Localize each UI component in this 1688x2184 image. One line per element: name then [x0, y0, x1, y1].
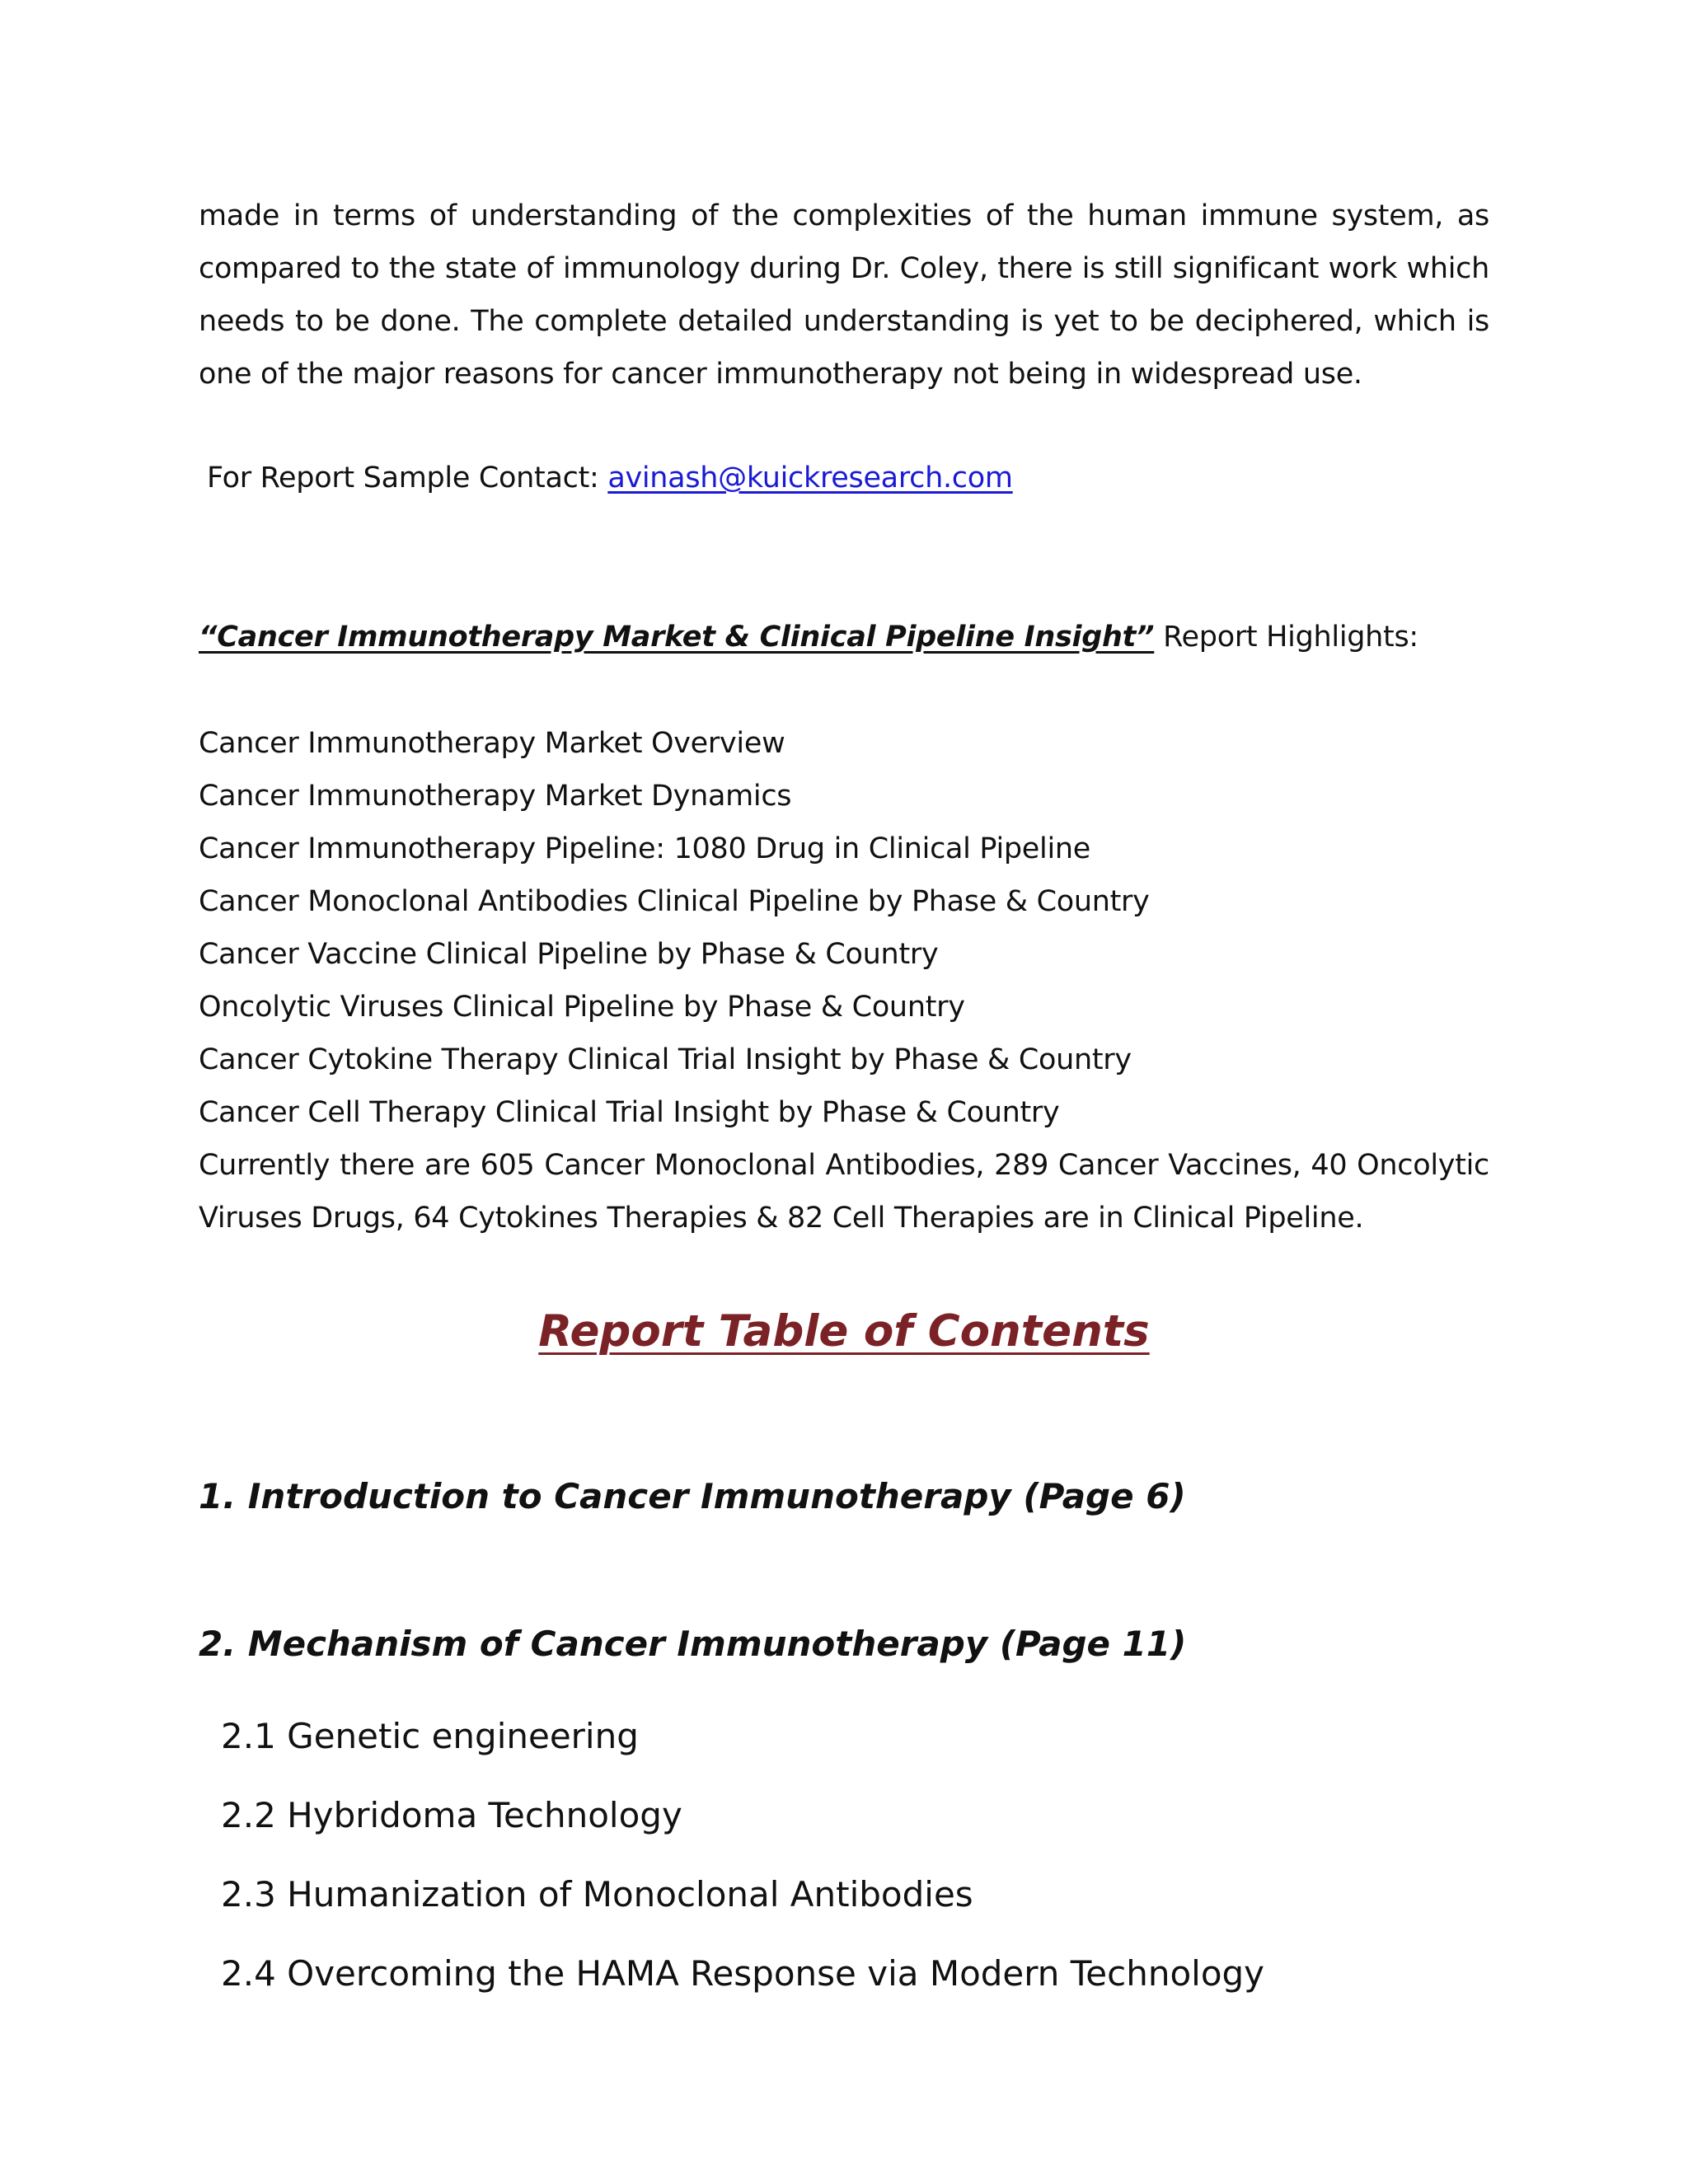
list-item: Cancer Monoclonal Antibodies Clinical Pipeline by Phase & Country: [199, 885, 1150, 918]
list-item: Cancer Vaccine Clinical Pipeline by Phase & Country: [199, 938, 939, 971]
report-name: “Cancer Immunotherapy Market & Clinical Pipeline Insight”: [199, 621, 1155, 654]
toc-subsection-list: [221, 1697, 1264, 2013]
toc-subsection: 2.4 Overcoming the HAMA Response via Modern Technology: [221, 1953, 1265, 1994]
toc-subsection: 2.2 Hybridoma Technology: [221, 1795, 682, 1835]
toc-section-1: 1. Introduction to Cancer Immunotherapy (Page 6): [199, 1476, 1186, 1516]
pipeline-summary: Currently there are 605 Cancer Monoclonal Antibodies, 289 Cancer Vaccines, 40 Oncolytic Viruses Drugs, 64 Cytokines Therapies & 82 Cell Therapies are in Clinical Pipeline.: [199, 1149, 1489, 1235]
highlights-list: [199, 717, 1489, 1139]
toc-title: [0, 1299, 1688, 1365]
contact-line: [207, 452, 1498, 504]
highlights-heading: [199, 611, 1489, 663]
toc-title-text: Report Table of Contents: [538, 1306, 1150, 1357]
list-item: Oncolytic Viruses Clinical Pipeline by Phase & Country: [199, 991, 965, 1024]
contact-email-link[interactable]: avinash@kuickresearch.com: [607, 462, 1013, 494]
list-item: Cancer Cytokine Therapy Clinical Trial Insight by Phase & Country: [199, 1043, 1132, 1076]
toc-subsection: 2.3 Humanization of Monoclonal Antibodies: [221, 1874, 973, 1915]
intro-paragraph: made in terms of understanding of the complexities of the human immune system, as compared to the state of immunology during Dr. Coley, there is still significant work which needs to be done. The complete detailed understanding is yet to be deciphered, which is one of the major reasons for cancer immunotherapy not being in widespread use.: [199, 199, 1489, 391]
contact-label: For Report Sample Contact:: [207, 462, 608, 494]
list-item: Cancer Immunotherapy Market Overview: [199, 727, 785, 760]
list-item: Cancer Immunotherapy Pipeline: 1080 Drug in Clinical Pipeline: [199, 832, 1090, 865]
toc-subsection: 2.1 Genetic engineering: [221, 1716, 639, 1756]
highlights-suffix: Report Highlights:: [1154, 621, 1418, 654]
list-item: Cancer Cell Therapy Clinical Trial Insight by Phase & Country: [199, 1096, 1060, 1129]
toc-section-2: 2. Mechanism of Cancer Immunotherapy (Page 11): [199, 1624, 1187, 1664]
list-item: Cancer Immunotherapy Market Dynamics: [199, 780, 792, 813]
